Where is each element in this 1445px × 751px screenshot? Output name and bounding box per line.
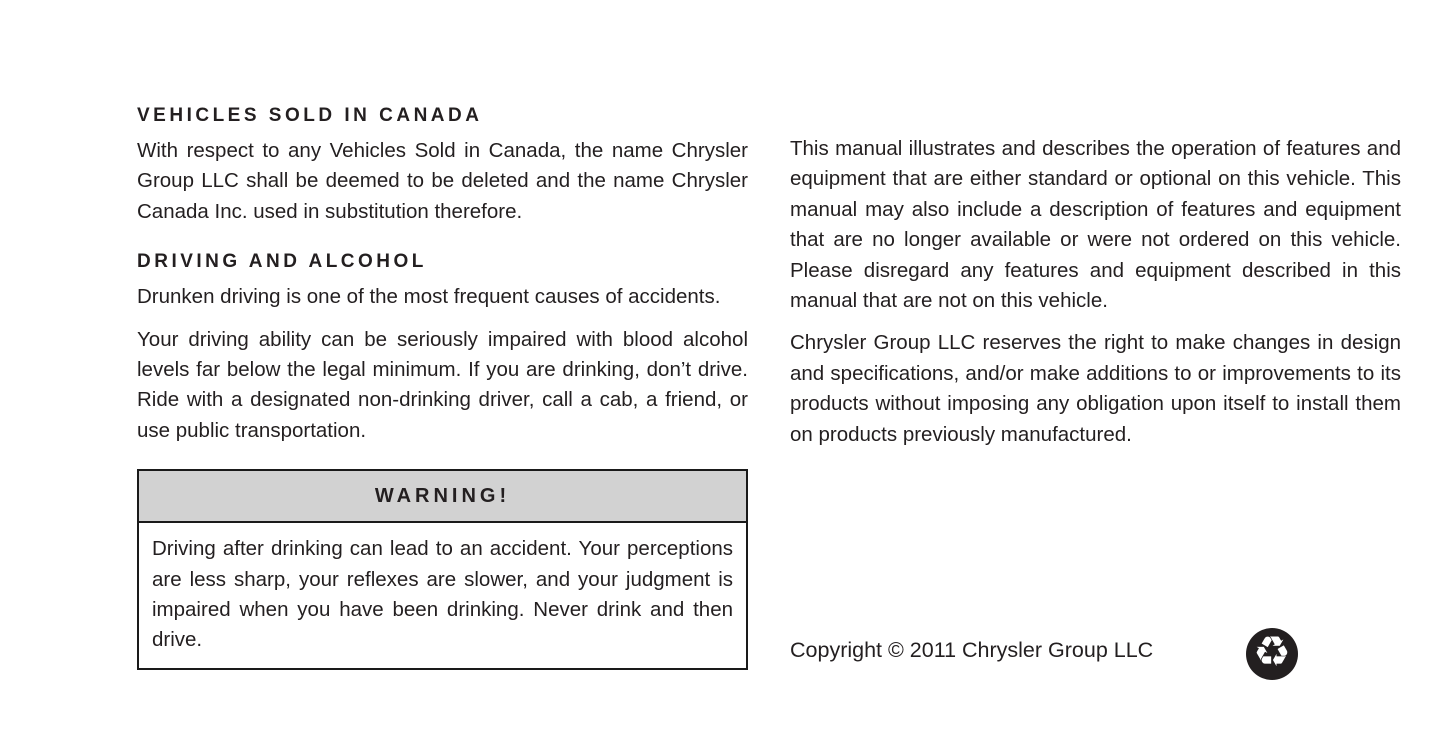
copyright-text: Copyright © 2011 Chrysler Group LLC bbox=[790, 638, 1154, 662]
recycling-icon bbox=[1246, 628, 1298, 680]
warning-title: WARNING! bbox=[374, 484, 511, 507]
warning-text: Driving after drinking can lead to an accident. Your perceptions are less sharp, your reflexes are slower, and your judgment is impaired when you have been drinking. Never drink and then drive. bbox=[152, 537, 733, 652]
left-column bbox=[137, 105, 748, 670]
warning-box-header bbox=[139, 471, 746, 523]
paragraph-vehicles-sold-in-canada: With respect to any Vehicles Sold in Canada, the name Chrysler Group LLC shall be deemed to be deleted and the name Chrysler Canada Inc. used in substitution therefore. bbox=[137, 139, 748, 223]
section-heading-driving-and-alcohol: DRIVING AND ALCOHOL bbox=[137, 251, 427, 273]
section-heading-vehicles-sold-in-canada: VEHICLES SOLD IN CANADA bbox=[137, 105, 483, 126]
warning-box bbox=[137, 469, 748, 670]
paragraph-drunken-driving: Drunken driving is one of the most frequent causes of accidents. bbox=[137, 285, 721, 309]
right-column bbox=[790, 134, 1401, 450]
paragraph-manual-illustrates: This manual illustrates and describes the operation of features and equipment that are either standard or optional on this vehicle. This manual may also include a description of features and equipment that are no longer available or were not ordered on this vehicle. Please disregard any features and equipment described in this manual that are not on this vehicle. bbox=[790, 137, 1401, 313]
paragraph-driving-ability: Your driving ability can be seriously impaired with blood alcohol levels far below the legal minimum. If you are drinking, don’t drive. Ride with a designated non-drinking driver, call a cab, a friend, or use public transportation. bbox=[137, 327, 748, 442]
paragraph-reserves-right: Chrysler Group LLC reserves the right to make changes in design and specifications, and/or make additions to or improvements to its products without imposing any obligation upon itself to install them on products previously manufactured. bbox=[790, 331, 1401, 446]
recycling-symbol-glyph: ♻ bbox=[1253, 628, 1291, 675]
